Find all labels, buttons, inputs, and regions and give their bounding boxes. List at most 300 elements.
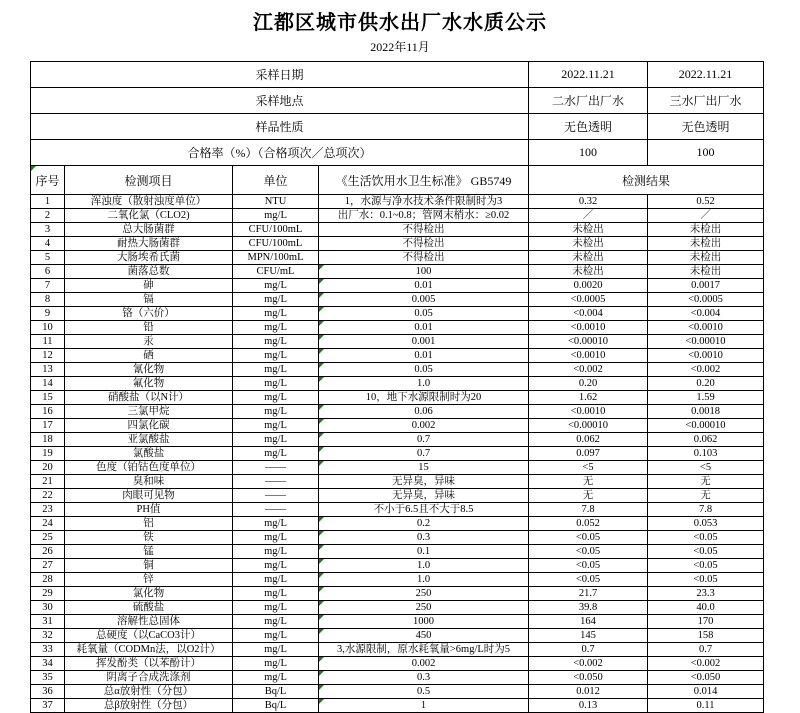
result-plant2-cell: 7.8 [648, 503, 764, 517]
result-plant1-cell: ／ [529, 209, 648, 223]
standard-cell: 0.7 [319, 433, 529, 447]
result-plant1-cell: <0.0010 [529, 321, 648, 335]
column-header-row [31, 166, 764, 195]
item-cell: 氯化物 [65, 587, 233, 601]
error-flag-triangle-icon [319, 433, 324, 438]
result-plant2-cell: <0.0005 [648, 293, 764, 307]
data-row [31, 685, 764, 699]
seq-cell: 22 [31, 489, 65, 503]
standard-cell: 0.001 [319, 335, 529, 349]
seq-cell: 29 [31, 587, 65, 601]
error-flag-triangle-icon [319, 671, 324, 676]
data-row [31, 461, 764, 475]
error-flag-triangle-icon [319, 265, 324, 270]
item-cell: 砷 [65, 279, 233, 293]
error-flag-triangle-icon [31, 166, 36, 171]
data-row [31, 209, 764, 223]
result-plant1-cell: 0.20 [529, 377, 648, 391]
plant1-pass-rate: 100 [529, 140, 648, 166]
unit-cell: —— [233, 489, 319, 503]
water-quality-table [30, 61, 764, 713]
unit-cell: mg/L [233, 419, 319, 433]
standard-cell: 10，地下水源限制时为20 [319, 391, 529, 405]
standard-cell: 0.01 [319, 321, 529, 335]
seq-cell: 34 [31, 657, 65, 671]
data-row [31, 671, 764, 685]
unit-cell: mg/L [233, 209, 319, 223]
item-cell: 镉 [65, 293, 233, 307]
result-plant1-cell: <0.002 [529, 657, 648, 671]
result-plant2-cell: 170 [648, 615, 764, 629]
col-header-unit: 单位 [233, 166, 319, 195]
standard-cell: 0.002 [319, 419, 529, 433]
result-plant2-cell: 无 [648, 489, 764, 503]
result-plant1-cell: 0.012 [529, 685, 648, 699]
result-plant1-cell: <0.05 [529, 573, 648, 587]
result-plant2-cell: 0.014 [648, 685, 764, 699]
unit-cell: CFU/mL [233, 265, 319, 279]
data-row [31, 489, 764, 503]
unit-cell: mg/L [233, 405, 319, 419]
seq-cell: 20 [31, 461, 65, 475]
result-plant2-cell: 0.0018 [648, 405, 764, 419]
seq-cell: 24 [31, 517, 65, 531]
unit-cell: mg/L [233, 377, 319, 391]
standard-cell: 3,水源限制，原水耗氧量>6mg/L时为5 [319, 643, 529, 657]
data-row [31, 251, 764, 265]
item-cell: 菌落总数 [65, 265, 233, 279]
result-plant2-cell: <0.05 [648, 531, 764, 545]
data-row [31, 573, 764, 587]
result-plant1-cell: 0.062 [529, 433, 648, 447]
seq-cell: 13 [31, 363, 65, 377]
result-plant2-cell: 158 [648, 629, 764, 643]
standard-cell: 无异臭，异味 [319, 489, 529, 503]
standard-cell: 1，水源与净水技术条件限制时为3 [319, 195, 529, 209]
data-row [31, 643, 764, 657]
col-header-item: 检测项目 [65, 166, 233, 195]
error-flag-triangle-icon [319, 321, 324, 326]
result-plant2-cell: 0.7 [648, 643, 764, 657]
standard-cell: 0.3 [319, 671, 529, 685]
col-header-standard: 《生活饮用水卫生标准》 GB5749 [319, 166, 529, 195]
result-plant2-cell: 0.52 [648, 195, 764, 209]
result-plant1-cell: 无 [529, 489, 648, 503]
data-row [31, 447, 764, 461]
unit-cell: CFU/100mL [233, 223, 319, 237]
result-plant2-cell: <5 [648, 461, 764, 475]
seq-cell: 15 [31, 391, 65, 405]
summary-label: 样品性质 [31, 114, 529, 140]
unit-cell: mg/L [233, 643, 319, 657]
unit-cell: mg/L [233, 335, 319, 349]
item-cell: 大肠埃希氏菌 [65, 251, 233, 265]
result-plant2-cell: 0.0017 [648, 279, 764, 293]
item-cell: 臭和味 [65, 475, 233, 489]
unit-cell: mg/L [233, 657, 319, 671]
data-row [31, 237, 764, 251]
result-plant1-cell: 1.62 [529, 391, 648, 405]
result-plant2-cell: 0.062 [648, 433, 764, 447]
seq-cell: 27 [31, 559, 65, 573]
standard-cell: 0.05 [319, 363, 529, 377]
standard-cell: 0.01 [319, 279, 529, 293]
data-row [31, 223, 764, 237]
standard-cell: 不得检出 [319, 223, 529, 237]
result-plant1-cell: <0.05 [529, 531, 648, 545]
standard-cell: 0.06 [319, 405, 529, 419]
item-cell: 锰 [65, 545, 233, 559]
seq-cell: 11 [31, 335, 65, 349]
seq-cell: 35 [31, 671, 65, 685]
item-cell: 铝 [65, 517, 233, 531]
error-flag-triangle-icon [319, 335, 324, 340]
error-flag-triangle-icon [319, 293, 324, 298]
data-row [31, 657, 764, 671]
standard-cell: 0.002 [319, 657, 529, 671]
seq-cell: 12 [31, 349, 65, 363]
result-plant1-cell: 164 [529, 615, 648, 629]
summary-label: 采样地点 [31, 88, 529, 114]
data-row [31, 559, 764, 573]
unit-cell: mg/L [233, 307, 319, 321]
item-cell: 肉眼可见物 [65, 489, 233, 503]
item-cell: 铁 [65, 531, 233, 545]
plant2-sampling-date: 2022.11.21 [648, 62, 764, 88]
item-cell: 氰化物 [65, 363, 233, 377]
plant1-sample-nature: 无色透明 [529, 114, 648, 140]
data-row [31, 699, 764, 713]
unit-cell: —— [233, 475, 319, 489]
standard-cell: 250 [319, 601, 529, 615]
page-subtitle: 2022年11月 [370, 40, 430, 54]
item-cell: 铅 [65, 321, 233, 335]
unit-cell: —— [233, 503, 319, 517]
error-flag-triangle-icon [319, 629, 324, 634]
item-cell: 二氧化氯（CLO2) [65, 209, 233, 223]
item-cell: 氯酸盐 [65, 447, 233, 461]
unit-cell: Bq/L [233, 685, 319, 699]
result-plant1-cell: <0.050 [529, 671, 648, 685]
result-plant1-cell: 0.097 [529, 447, 648, 461]
error-flag-triangle-icon [319, 307, 324, 312]
unit-cell: CFU/100mL [233, 237, 319, 251]
seq-cell: 7 [31, 279, 65, 293]
item-cell: 四氯化碳 [65, 419, 233, 433]
seq-cell: 18 [31, 433, 65, 447]
seq-cell: 19 [31, 447, 65, 461]
error-flag-triangle-icon [319, 685, 324, 690]
standard-cell: 不得检出 [319, 251, 529, 265]
result-plant2-cell: <0.0010 [648, 349, 764, 363]
plant2-pass-rate: 100 [648, 140, 764, 166]
error-flag-triangle-icon [319, 531, 324, 536]
col-header-result: 检测结果 [529, 166, 764, 195]
col-header-seq: 序号 [31, 166, 65, 195]
error-flag-triangle-icon [319, 377, 324, 382]
unit-cell: mg/L [233, 629, 319, 643]
standard-cell: 1000 [319, 615, 529, 629]
data-row [31, 517, 764, 531]
error-flag-triangle-icon [319, 517, 324, 522]
data-row [31, 545, 764, 559]
error-flag-triangle-icon [319, 279, 324, 284]
seq-cell: 14 [31, 377, 65, 391]
seq-cell: 9 [31, 307, 65, 321]
result-plant2-cell: <0.0010 [648, 321, 764, 335]
result-plant2-cell: 23.3 [648, 587, 764, 601]
result-plant2-cell: <0.004 [648, 307, 764, 321]
data-row [31, 531, 764, 545]
data-row [31, 377, 764, 391]
item-cell: 浑浊度（散射浊度单位） [65, 195, 233, 209]
unit-cell: mg/L [233, 559, 319, 573]
unit-cell: mg/L [233, 573, 319, 587]
item-cell: 挥发酚类（以苯酚计） [65, 657, 233, 671]
item-cell: 耐热大肠菌群 [65, 237, 233, 251]
result-plant2-cell: <0.00010 [648, 419, 764, 433]
unit-cell: mg/L [233, 349, 319, 363]
standard-cell: 15 [319, 461, 529, 475]
data-row [31, 601, 764, 615]
data-row [31, 419, 764, 433]
error-flag-triangle-icon [319, 601, 324, 606]
seq-cell: 1 [31, 195, 65, 209]
data-row [31, 195, 764, 209]
result-plant2-cell: 未检出 [648, 223, 764, 237]
error-flag-triangle-icon [319, 699, 324, 704]
item-cell: 铬（六价） [65, 307, 233, 321]
result-plant1-cell: 未检出 [529, 223, 648, 237]
data-row [31, 307, 764, 321]
error-flag-triangle-icon [319, 587, 324, 592]
error-flag-triangle-icon [319, 615, 324, 620]
unit-cell: mg/L [233, 601, 319, 615]
unit-cell: mg/L [233, 293, 319, 307]
item-cell: 溶解性总固体 [65, 615, 233, 629]
result-plant2-cell: <0.05 [648, 545, 764, 559]
seq-cell: 32 [31, 629, 65, 643]
standard-cell: 0.05 [319, 307, 529, 321]
result-plant1-cell: 未检出 [529, 265, 648, 279]
unit-cell: mg/L [233, 615, 319, 629]
error-flag-triangle-icon [319, 545, 324, 550]
unit-cell: mg/L [233, 433, 319, 447]
seq-cell: 6 [31, 265, 65, 279]
result-plant2-cell: 0.103 [648, 447, 764, 461]
standard-cell: 0.3 [319, 531, 529, 545]
result-plant1-cell: 0.32 [529, 195, 648, 209]
error-flag-triangle-icon [319, 573, 324, 578]
data-row [31, 405, 764, 419]
seq-cell: 33 [31, 643, 65, 657]
result-plant1-cell: 未检出 [529, 237, 648, 251]
result-plant1-cell: <0.00010 [529, 419, 648, 433]
item-cell: 三氯甲烷 [65, 405, 233, 419]
result-plant2-cell: <0.00010 [648, 335, 764, 349]
result-plant2-cell: 0.20 [648, 377, 764, 391]
result-plant2-cell: <0.05 [648, 573, 764, 587]
data-row [31, 349, 764, 363]
result-plant2-cell: 未检出 [648, 265, 764, 279]
data-row [31, 615, 764, 629]
seq-cell: 28 [31, 573, 65, 587]
seq-cell: 37 [31, 699, 65, 713]
standard-cell: 出厂水：0.1~0.8；管网末梢水：≥0.02 [319, 209, 529, 223]
result-plant1-cell: <0.004 [529, 307, 648, 321]
standard-cell: 450 [319, 629, 529, 643]
standard-cell: 1.0 [319, 573, 529, 587]
page-title: 江都区城市供水出厂水水质公示 [253, 12, 547, 34]
standard-cell: 0.2 [319, 517, 529, 531]
result-plant1-cell: 0.7 [529, 643, 648, 657]
result-plant1-cell: <0.00010 [529, 335, 648, 349]
data-row [31, 503, 764, 517]
summary-row-sampling-location [31, 88, 764, 114]
plant1-sampling-date: 2022.11.21 [529, 62, 648, 88]
standard-cell: 不小于6.5且不大于8.5 [319, 503, 529, 517]
standard-cell: 1.0 [319, 377, 529, 391]
plant2-location: 三水厂出厂水 [648, 88, 764, 114]
unit-cell: mg/L [233, 363, 319, 377]
error-flag-triangle-icon [319, 559, 324, 564]
result-plant1-cell: 21.7 [529, 587, 648, 601]
standard-cell: 不得检出 [319, 237, 529, 251]
plant2-sample-nature: 无色透明 [648, 114, 764, 140]
result-plant2-cell: <0.050 [648, 671, 764, 685]
result-plant1-cell: <0.0005 [529, 293, 648, 307]
item-cell: 亚氯酸盐 [65, 433, 233, 447]
seq-cell: 23 [31, 503, 65, 517]
item-cell: 总硬度（以CaCO3计） [65, 629, 233, 643]
seq-cell: 4 [31, 237, 65, 251]
unit-cell: mg/L [233, 671, 319, 685]
seq-cell: 3 [31, 223, 65, 237]
standard-cell: 0.01 [319, 349, 529, 363]
unit-cell: mg/L [233, 391, 319, 405]
result-plant2-cell: 0.11 [648, 699, 764, 713]
data-row [31, 629, 764, 643]
seq-cell: 26 [31, 545, 65, 559]
item-cell: PH值 [65, 503, 233, 517]
error-flag-triangle-icon [319, 349, 324, 354]
item-cell: 色度（铂钴色度单位） [65, 461, 233, 475]
item-cell: 氟化物 [65, 377, 233, 391]
seq-cell: 8 [31, 293, 65, 307]
seq-cell: 25 [31, 531, 65, 545]
seq-cell: 5 [31, 251, 65, 265]
summary-row-sampling-date [31, 62, 764, 88]
standard-cell: 100 [319, 265, 529, 279]
standard-cell: 0.005 [319, 293, 529, 307]
standard-cell: 无异臭，异味 [319, 475, 529, 489]
result-plant2-cell: 未检出 [648, 251, 764, 265]
result-plant1-cell: 145 [529, 629, 648, 643]
error-flag-triangle-icon [319, 447, 324, 452]
summary-label: 采样日期 [31, 62, 529, 88]
item-cell: 锌 [65, 573, 233, 587]
item-cell: 铜 [65, 559, 233, 573]
result-plant1-cell: <0.05 [529, 545, 648, 559]
result-plant2-cell: <0.002 [648, 657, 764, 671]
item-cell: 汞 [65, 335, 233, 349]
error-flag-triangle-icon [319, 461, 324, 466]
standard-cell: 1 [319, 699, 529, 713]
unit-cell: —— [233, 461, 319, 475]
result-plant1-cell: 0.0020 [529, 279, 648, 293]
result-plant2-cell: ／ [648, 209, 764, 223]
seq-cell: 10 [31, 321, 65, 335]
unit-cell: mg/L [233, 321, 319, 335]
summary-label: 合格率（%）（合格项次／总项次） [31, 140, 529, 166]
data-row [31, 363, 764, 377]
result-plant1-cell: 0.13 [529, 699, 648, 713]
result-plant2-cell: 40.0 [648, 601, 764, 615]
result-plant2-cell: <0.05 [648, 559, 764, 573]
result-plant2-cell: 0.053 [648, 517, 764, 531]
seq-cell: 31 [31, 615, 65, 629]
standard-cell: 250 [319, 587, 529, 601]
seq-cell: 36 [31, 685, 65, 699]
item-cell: 总β放射性（分包） [65, 699, 233, 713]
standard-cell: 0.7 [319, 447, 529, 461]
unit-cell: mg/L [233, 447, 319, 461]
seq-cell: 30 [31, 601, 65, 615]
standard-cell: 0.5 [319, 685, 529, 699]
standard-cell: 0.1 [319, 545, 529, 559]
data-row [31, 335, 764, 349]
unit-cell: Bq/L [233, 699, 319, 713]
unit-cell: mg/L [233, 587, 319, 601]
data-row [31, 321, 764, 335]
result-plant1-cell: <0.0010 [529, 349, 648, 363]
unit-cell: NTU [233, 195, 319, 209]
result-plant1-cell: <5 [529, 461, 648, 475]
standard-cell: 1.0 [319, 559, 529, 573]
summary-row-pass-rate [31, 140, 764, 166]
result-plant1-cell: <0.05 [529, 559, 648, 573]
unit-cell: mg/L [233, 517, 319, 531]
result-plant2-cell: <0.002 [648, 363, 764, 377]
result-plant1-cell: 未检出 [529, 251, 648, 265]
unit-cell: mg/L [233, 279, 319, 293]
result-plant1-cell: <0.0010 [529, 405, 648, 419]
result-plant1-cell: 39.8 [529, 601, 648, 615]
result-plant1-cell: 7.8 [529, 503, 648, 517]
item-cell: 总α放射性（分包） [65, 685, 233, 699]
data-row [31, 265, 764, 279]
unit-cell: mg/L [233, 545, 319, 559]
unit-cell: mg/L [233, 531, 319, 545]
seq-cell: 16 [31, 405, 65, 419]
data-row [31, 433, 764, 447]
result-plant1-cell: <0.002 [529, 363, 648, 377]
error-flag-triangle-icon [319, 419, 324, 424]
error-flag-triangle-icon [319, 363, 324, 368]
error-flag-triangle-icon [319, 657, 324, 662]
data-row [31, 279, 764, 293]
result-plant1-cell: 无 [529, 475, 648, 489]
summary-row-sample-nature [31, 114, 764, 140]
summary-section [31, 62, 764, 195]
data-row [31, 391, 764, 405]
result-plant1-cell: 0.052 [529, 517, 648, 531]
item-cell: 耗氧量（CODMn法，以O2计） [65, 643, 233, 657]
plant1-location: 二水厂出厂水 [529, 88, 648, 114]
item-cell: 硫酸盐 [65, 601, 233, 615]
seq-cell: 17 [31, 419, 65, 433]
data-row [31, 293, 764, 307]
